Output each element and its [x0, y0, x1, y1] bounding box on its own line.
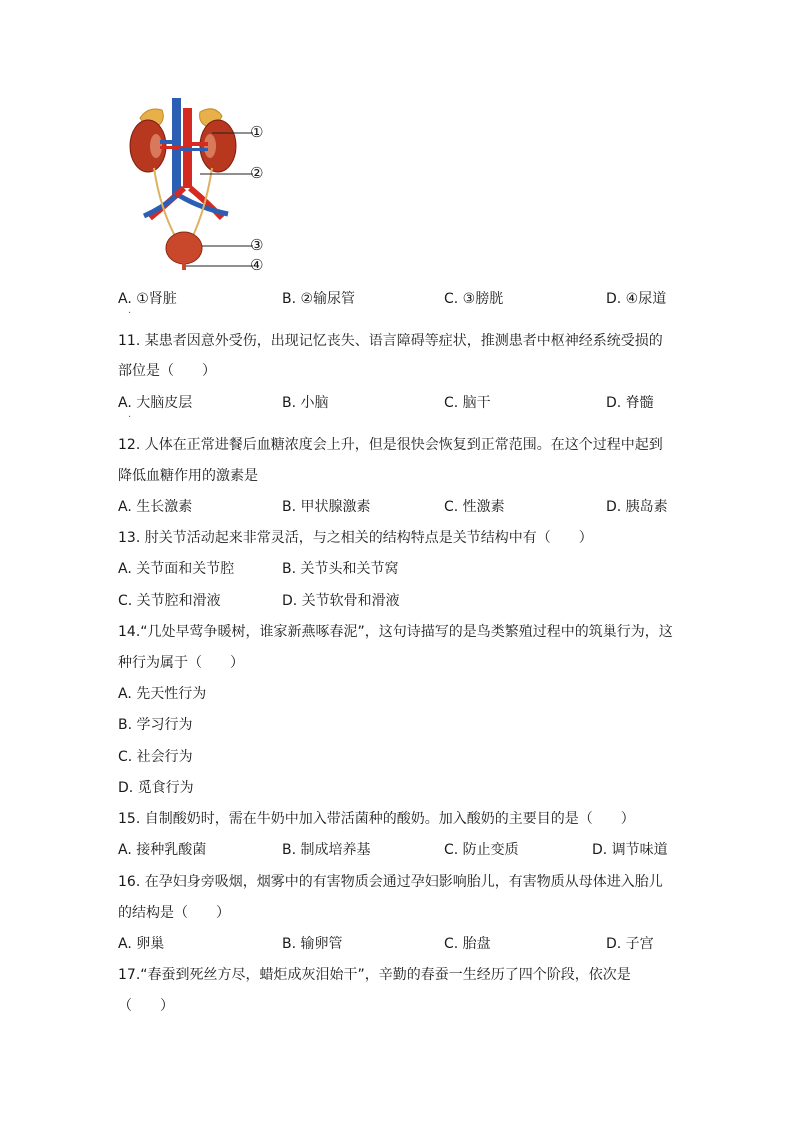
option-d: D. 胰岛素 — [606, 499, 668, 515]
option-c: C. 脑干 — [444, 395, 491, 411]
option-a: A. 卵巢 — [118, 936, 165, 952]
option-c: C. 性激素 — [444, 499, 505, 515]
option-d: D. ④尿道 — [606, 291, 667, 307]
option-a: A. 生长激素 — [118, 499, 193, 515]
question-stem: 降低血糖作用的激素是 — [118, 468, 258, 484]
figure-label-1: ① — [250, 123, 264, 141]
question-stem: 16. 在孕妇身旁吸烟，烟雾中的有害物质会通过孕妇影响胎儿，有害物质从母体进入胎儿 — [118, 874, 663, 890]
option-b: B. 学习行为 — [118, 717, 193, 733]
urinary-system-figure — [118, 98, 288, 278]
option-b: B. 制成培养基 — [282, 842, 371, 858]
option-a: A. 先天性行为 — [118, 686, 207, 702]
question-stem: 12. 人体在正常进餐后血糖浓度会上升，但是很快会恢复到正常范围。在这个过程中起到 — [118, 437, 663, 453]
dot-mark: . — [128, 409, 132, 420]
option-b: B. ②输尿管 — [282, 291, 356, 307]
option-d: D. 关节软骨和滑液 — [282, 593, 400, 609]
option-a: A. 大脑皮层 — [118, 395, 193, 411]
option-d: D. 子宫 — [606, 936, 654, 952]
figure-label-3: ③ — [250, 236, 264, 254]
option-a: A. 接种乳酸菌 — [118, 842, 207, 858]
dot-mark: . — [128, 305, 132, 316]
option-d: D. 觅食行为 — [118, 780, 194, 796]
option-c: C. ③膀胱 — [444, 291, 504, 307]
option-c: C. 社会行为 — [118, 749, 193, 765]
option-b: B. 甲状腺激素 — [282, 499, 371, 515]
question-stem: 的结构是（ ） — [118, 905, 230, 921]
option-d: D. 脊髓 — [606, 395, 654, 411]
question-stem: 17.“春蚕到死丝方尽，蜡炬成灰泪始干”，辛勤的春蚕一生经历了四个阶段，依次是 — [118, 967, 631, 983]
question-stem: 种行为属于（ ） — [118, 655, 244, 671]
figure-label-2: ② — [250, 164, 264, 182]
question-stem: 14.“几处早莺争暖树，谁家新燕啄春泥”，这句诗描写的是鸟类繁殖过程中的筑巢行为，这 — [118, 624, 673, 640]
option-c: C. 防止变质 — [444, 842, 519, 858]
option-a: A. 关节面和关节腔 — [118, 561, 235, 577]
option-b: B. 小脑 — [282, 395, 329, 411]
option-a: A. ①肾脏 — [118, 291, 177, 307]
option-c: C. 关节腔和滑液 — [118, 593, 221, 609]
option-d: D. 调节味道 — [592, 842, 668, 858]
option-b: B. 输卵管 — [282, 936, 343, 952]
question-stem: 15. 自制酸奶时，需在牛奶中加入带活菌种的酸奶。加入酸奶的主要目的是（ ） — [118, 811, 635, 827]
figure-label-4: ④ — [250, 256, 264, 274]
option-b: B. 关节头和关节窝 — [282, 561, 399, 577]
question-stem: 部位是（ ） — [118, 363, 216, 379]
question-stem: 11. 某患者因意外受伤，出现记忆丧失、语言障碍等症状，推测患者中枢神经系统受损的 — [118, 333, 663, 349]
question-stem: 13. 肘关节活动起来非常灵活，与之相关的结构特点是关节结构中有（ ） — [118, 530, 593, 546]
option-c: C. 胎盘 — [444, 936, 491, 952]
question-stem: （ ） — [118, 998, 174, 1014]
